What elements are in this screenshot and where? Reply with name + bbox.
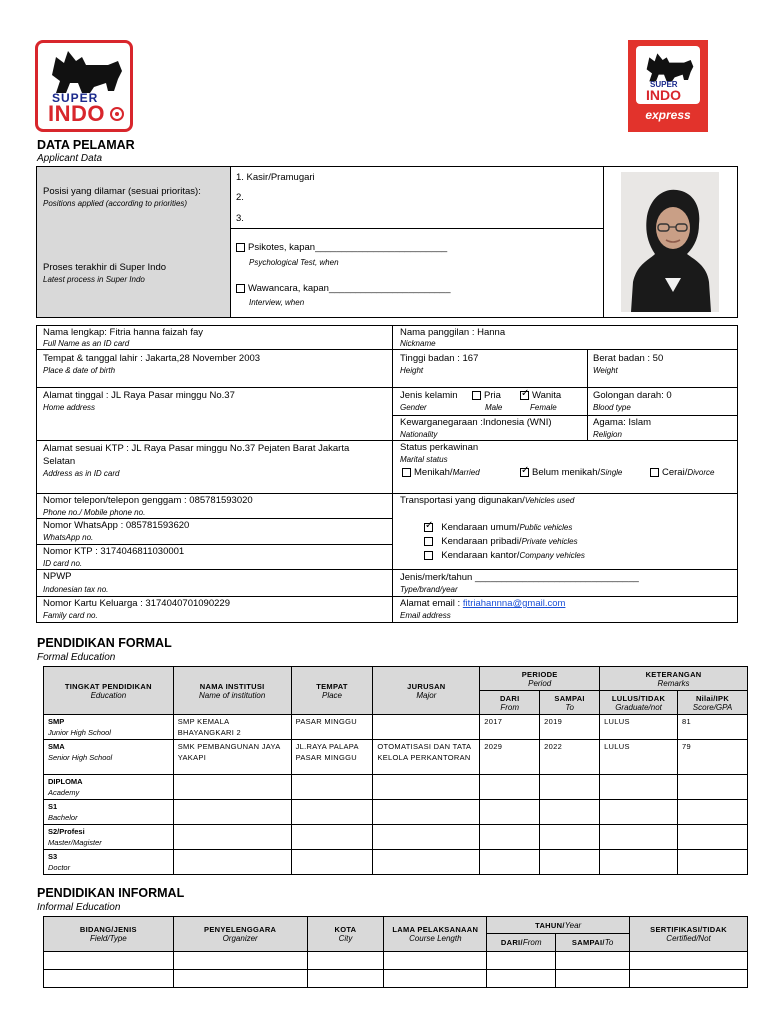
education-inst-cell	[173, 800, 291, 825]
inf-col-field-sub: Field/Type	[89, 934, 127, 943]
col-period: PERIODE	[521, 669, 558, 679]
applicant-subtitle: Applicant Data	[37, 153, 103, 164]
education-level-cell	[44, 715, 174, 740]
inf-col-year: TAHUN/	[535, 920, 565, 930]
inf-col-length: LAMA PELAKSANAAN	[392, 925, 479, 934]
public-vehicle-label: Kendaraan umum/	[441, 522, 520, 533]
education-level-cell	[44, 850, 174, 875]
col-from-sub: From	[500, 702, 520, 712]
position-1: 1. Kasir/Pramugari	[236, 172, 315, 183]
col-to-sub: To	[565, 702, 574, 712]
education-grad-cell: LULUS	[600, 740, 678, 775]
logo-text-indo: INDO	[48, 101, 105, 126]
whatsapp-field: Nomor WhatsApp : 085781593620	[43, 520, 190, 531]
address-sublabel: Home address	[43, 403, 96, 412]
female-label: Wanita	[532, 390, 562, 401]
married-checkbox[interactable]	[402, 468, 411, 477]
birth-field: Tempat & tanggal lahir : Jakarta,28 November 2003	[43, 353, 261, 364]
weight-field: Berat badan : 50	[593, 353, 664, 364]
education-level-sublabel: Doctor	[48, 863, 71, 872]
single-sublabel: Single	[600, 468, 623, 477]
inf-col-length-sub: Course Length	[409, 934, 462, 943]
education-grad-cell	[600, 825, 678, 850]
informal-education-table	[43, 916, 748, 988]
education-level-sublabel: Academy	[48, 788, 80, 797]
table-row	[44, 850, 748, 875]
inf-col-organizer-sub: Organizer	[222, 934, 258, 943]
education-level-cell	[44, 800, 174, 825]
single-label: Belum menikah/	[532, 467, 601, 478]
education-place-cell: PASAR MINGGU	[291, 715, 373, 740]
ktp-sublabel: ID card no.	[43, 559, 83, 568]
education-place-cell	[291, 825, 373, 850]
weight-sublabel: Weight	[593, 366, 618, 375]
education-level: DIPLOMA	[48, 777, 83, 786]
private-vehicle-checkbox[interactable]	[424, 537, 433, 546]
process-sublabel: Latest process in Super Indo	[43, 275, 145, 284]
whatsapp-sublabel: WhatsApp no.	[43, 533, 94, 542]
kk-field: Nomor Kartu Keluarga : 3174040701090229	[43, 598, 230, 609]
col-place-sub: Place	[321, 690, 342, 700]
education-grad-cell: LULUS	[600, 715, 678, 740]
vehicle-type-field: Jenis/merk/tahun _______________________________	[400, 572, 639, 583]
ktp-address-sublabel: Address as in ID card	[43, 469, 120, 478]
education-from-cell	[480, 775, 540, 800]
education-grad-cell	[600, 800, 678, 825]
col-to: SAMPAI	[554, 693, 585, 703]
education-major-cell	[373, 715, 480, 740]
education-level-cell	[44, 775, 174, 800]
applicant-title: DATA PELAMAR	[37, 138, 135, 152]
divorce-sublabel: Divorce	[687, 468, 715, 477]
private-vehicle-label: Kendaraan pribadi/	[441, 536, 522, 547]
education-level: S2/Profesi	[48, 827, 85, 836]
divorce-checkbox[interactable]	[650, 468, 659, 477]
positions-sublabel: Positions applied (according to priorities)	[43, 199, 188, 208]
col-level-sub: Education	[90, 690, 127, 700]
education-inst-cell: SMP KEMALA BHAYANGKARI 2	[173, 715, 291, 740]
psikotes-label: Psikotes, kapan_________________________	[248, 242, 448, 253]
education-place-cell	[291, 775, 373, 800]
education-score-cell	[678, 850, 748, 875]
table-row	[44, 715, 748, 740]
email-label: Alamat email :	[400, 598, 463, 609]
transport-sublabel: Vehicles used	[524, 496, 575, 505]
divorce-label: Cerai/	[662, 467, 688, 478]
phone-field: Nomor telepon/telepon genggam : 085781593020	[43, 495, 253, 506]
company-vehicle-sublabel: Company vehicles	[519, 551, 585, 560]
marital-sublabel: Marital status	[400, 455, 448, 464]
inf-col-certified-sub: Certified/Not	[666, 934, 711, 943]
education-level-sublabel: Bachelor	[48, 813, 78, 822]
col-graduate: LULUS/TIDAK	[611, 693, 666, 703]
education-to-cell: 2019	[540, 715, 600, 740]
psikotes-sublabel: Psychological Test, when	[249, 258, 339, 267]
religion-sublabel: Religion	[593, 430, 622, 439]
fullname-sublabel: Full Name as an ID card	[43, 339, 130, 348]
col-level: TINGKAT PENDIDIKAN	[64, 681, 152, 691]
single-checkbox[interactable]	[520, 468, 529, 477]
education-level: S3	[48, 852, 58, 861]
email-link[interactable]: fitriahannna@gmail.com	[462, 598, 566, 609]
education-place-cell	[291, 850, 373, 875]
table-row	[44, 952, 748, 970]
personal-table	[36, 325, 738, 623]
email-sublabel: Email address	[400, 611, 451, 620]
height-sublabel: Height	[400, 366, 424, 375]
kk-sublabel: Family card no.	[43, 611, 98, 620]
informal-title: PENDIDIKAN INFORMAL	[37, 886, 185, 900]
inf-col-field: BIDANG/JENIS	[79, 925, 137, 934]
informal-subtitle: Informal Education	[37, 902, 121, 913]
female-checkbox[interactable]	[520, 391, 529, 400]
applicant-box	[36, 166, 738, 318]
education-level: SMA	[48, 742, 65, 751]
education-from-cell	[480, 825, 540, 850]
address-field: Alamat tinggal : JL Raya Pasar minggu No.37	[43, 390, 235, 401]
ktp-address-field: Alamat sesuai KTP : JL Raya Pasar minggu No.37 Pejaten Barat Jakarta Selatan	[43, 443, 350, 467]
female-sublabel: Female	[530, 403, 557, 412]
express-logo-text-super: SUPER	[650, 80, 678, 89]
wawancara-sublabel: Interview, when	[249, 298, 305, 307]
psikotes-checkbox[interactable]	[236, 243, 245, 252]
private-vehicle-sublabel: Private vehicles	[521, 537, 578, 546]
education-level: S1	[48, 802, 58, 811]
blood-sublabel: Blood type	[593, 403, 631, 412]
education-level-cell	[44, 825, 174, 850]
company-vehicle-checkbox[interactable]	[424, 551, 433, 560]
height-field: Tinggi badan : 167	[400, 353, 479, 364]
process-label: Proses terakhir di Super Indo	[43, 262, 167, 273]
education-to-cell	[540, 775, 600, 800]
education-inst-cell	[173, 850, 291, 875]
table-row	[44, 775, 748, 800]
inf-col-city: KOTA	[334, 925, 357, 934]
education-major-cell	[373, 825, 480, 850]
public-vehicle-checkbox[interactable]	[424, 523, 433, 532]
wawancara-label: Wawancara, kapan_______________________	[248, 283, 451, 294]
married-label: Menikah/	[414, 467, 453, 478]
nationality-field: Kewarganegaraan :Indonesia (WNI)	[400, 417, 552, 428]
positions-label: Posisi yang dilamar (sesuai prioritas):	[43, 186, 201, 197]
col-remarks-sub: Remarks	[657, 678, 690, 688]
education-score-cell	[678, 775, 748, 800]
formal-education-table	[43, 666, 748, 875]
inf-col-certified: SERTIFIKASI/TIDAK	[650, 925, 727, 934]
inf-col-from: DARI/	[500, 938, 523, 947]
education-inst-cell	[173, 775, 291, 800]
blood-field: Golongan darah: 0	[593, 390, 672, 401]
gender-label: Jenis kelamin	[400, 390, 458, 401]
education-major-cell	[373, 800, 480, 825]
col-graduate-sub: Graduate/not	[615, 702, 662, 712]
education-place-cell: JL.RAYA PALAPA PASAR MINGGU	[291, 740, 373, 775]
inf-col-organizer: PENYELENGGARA	[204, 925, 277, 934]
col-major-sub: Major	[416, 690, 437, 700]
education-inst-cell	[173, 825, 291, 850]
education-score-cell: 79	[678, 740, 748, 775]
education-level-sublabel: Senior High School	[48, 753, 113, 762]
formal-subtitle: Formal Education	[37, 652, 116, 663]
male-checkbox[interactable]	[472, 391, 481, 400]
express-logo-text-indo: INDO	[646, 87, 681, 103]
nickname-sublabel: Nickname	[400, 339, 436, 348]
ktp-field: Nomor KTP : 3174046811030001	[43, 546, 185, 557]
col-institution-sub: Name of institution	[199, 690, 266, 700]
table-row	[44, 970, 748, 988]
education-major-cell: OTOMATISASI DAN TATA KELOLA PERKANTORAN	[373, 740, 480, 775]
public-vehicle-sublabel: Public vehicles	[519, 523, 573, 532]
super-indo-express-logo	[628, 40, 708, 132]
wawancara-checkbox[interactable]	[236, 284, 245, 293]
vehicle-type-sublabel: Type/brand/year	[400, 585, 458, 594]
express-logo-text: express	[645, 108, 691, 122]
male-sublabel: Male	[485, 403, 503, 412]
education-from-cell: 2017	[480, 715, 540, 740]
logo-text-super: SUPER	[52, 91, 99, 105]
male-label: Pria	[484, 390, 501, 401]
table-row	[44, 800, 748, 825]
education-to-cell	[540, 800, 600, 825]
npwp-field: NPWP	[43, 571, 72, 582]
npwp-sublabel: Indonesian tax no.	[43, 585, 109, 594]
education-to-cell	[540, 850, 600, 875]
education-major-cell	[373, 775, 480, 800]
inf-col-city-sub: City	[338, 934, 353, 943]
col-remarks: KETERANGAN	[645, 669, 702, 679]
col-from: DARI	[499, 693, 520, 703]
target-icon	[110, 107, 124, 121]
inf-col-to-sub: To	[604, 938, 614, 947]
table-row	[44, 825, 748, 850]
position-3: 3.	[236, 213, 244, 224]
education-level-sublabel: Junior High School	[48, 728, 111, 737]
formal-title: PENDIDIKAN FORMAL	[37, 636, 172, 650]
phone-sublabel: Phone no./ Mobile phone no.	[43, 508, 146, 517]
married-sublabel: Married	[452, 468, 480, 477]
inf-col-from-sub: From	[522, 938, 542, 947]
education-from-cell: 2029	[480, 740, 540, 775]
position-2: 2.	[236, 192, 244, 203]
col-major: JURUSAN	[407, 681, 446, 691]
fullname-field: Nama lengkap: Fitria hanna faizah fay	[43, 327, 204, 338]
super-indo-logo	[35, 40, 133, 132]
education-level-cell	[44, 740, 174, 775]
col-institution: NAMA INSTITUSI	[199, 681, 265, 691]
education-grad-cell	[600, 775, 678, 800]
education-score-cell	[678, 800, 748, 825]
applicant-photo	[621, 172, 719, 312]
table-row	[44, 740, 748, 775]
education-grad-cell	[600, 850, 678, 875]
nationality-sublabel: Nationality	[400, 430, 438, 439]
education-level: SMP	[48, 717, 65, 726]
inf-col-to: SAMPAI/	[571, 938, 605, 947]
education-level-sublabel: Master/Magister	[48, 838, 102, 847]
education-from-cell	[480, 850, 540, 875]
education-to-cell	[540, 825, 600, 850]
marital-label: Status perkawinan	[400, 442, 479, 453]
education-from-cell	[480, 800, 540, 825]
education-score-cell: 81	[678, 715, 748, 740]
nickname-field: Nama panggilan : Hanna	[400, 327, 506, 338]
transport-label: Transportasi yang digunakan/	[400, 495, 525, 506]
col-score: Nilai/IPK	[695, 693, 730, 703]
education-major-cell	[373, 850, 480, 875]
inf-col-year-sub: Year	[564, 920, 582, 930]
col-period-sub: Period	[528, 678, 552, 688]
education-to-cell: 2022	[540, 740, 600, 775]
education-place-cell	[291, 800, 373, 825]
col-place: TEMPAT	[316, 681, 348, 691]
birth-sublabel: Place & date of birth	[43, 366, 116, 375]
education-score-cell	[678, 825, 748, 850]
company-vehicle-label: Kendaraan kantor/	[441, 550, 520, 561]
gender-sublabel: Gender	[400, 403, 427, 412]
religion-field: Agama: Islam	[593, 417, 652, 428]
education-inst-cell: SMK PEMBANGUNAN JAYA YAKAPI	[173, 740, 291, 775]
col-score-sub: Score/GPA	[692, 702, 733, 712]
